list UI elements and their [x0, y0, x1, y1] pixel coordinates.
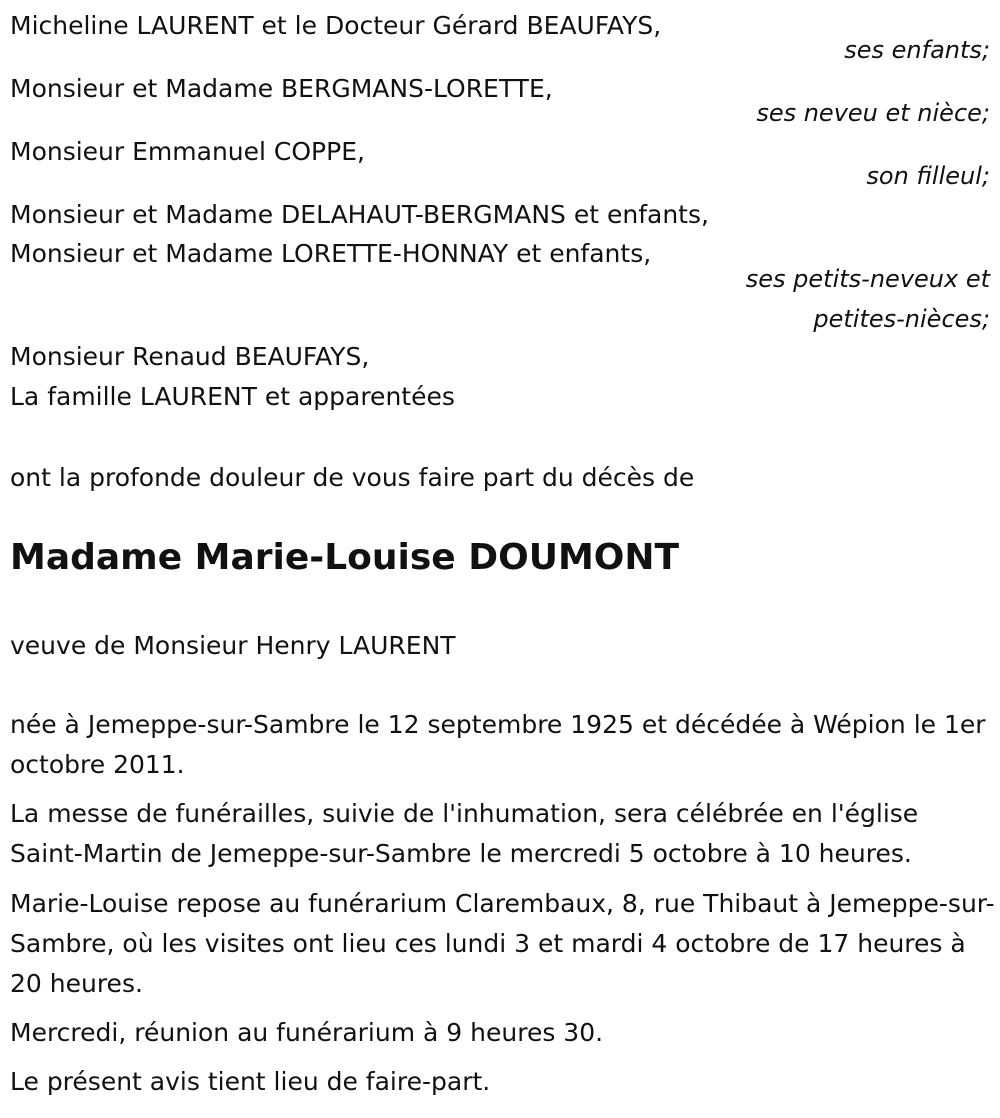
family-role-3: son filleul;	[866, 162, 990, 190]
funeral-mass-paragraph: La messe de funérailles, suivie de l'inhumation, sera célébrée en l'église Saint-Martin de Jemeppe-sur-Sambre le mercredi 5 octobre à 10 heures.	[10, 799, 919, 868]
meeting-paragraph: Mercredi, réunion au funérarium à 9 heures 30.	[10, 1018, 604, 1047]
family-line-1: Micheline LAURENT et le Docteur Gérard BEAUFAYS,	[10, 11, 662, 40]
visits-paragraph: Marie-Louise repose au funérarium Clarembaux, 8, rue Thibaut à Jemeppe-sur-Sambre, où les visites ont lieu ces lundi 3 et mardi 4 octobre de 17 heures à 20 heures.	[10, 889, 995, 998]
family-role-4a: ses petits-neveux et	[745, 265, 990, 293]
family-line-3: Monsieur Emmanuel COPPE,	[10, 137, 365, 166]
family-role-4b: petites-nièces;	[813, 305, 990, 333]
family-line-4a: Monsieur et Madame DELAHAUT-BERGMANS et enfants,	[10, 200, 709, 229]
family-line-2: Monsieur et Madame BERGMANS-LORETTE,	[10, 74, 553, 103]
birth-death-paragraph: née à Jemeppe-sur-Sambre le 12 septembre 1925 et décédée à Wépion le 1er octobre 2011.	[10, 710, 986, 779]
family-line-4b: Monsieur et Madame LORETTE-HONNAY et enfants,	[10, 239, 652, 268]
notice-paragraph: Le présent avis tient lieu de faire-part.	[10, 1067, 491, 1096]
family-role-1: ses enfants;	[844, 36, 990, 64]
deceased-spouse: veuve de Monsieur Henry LAURENT	[10, 631, 456, 660]
deceased-name: Madame Marie-Louise DOUMONT	[10, 537, 680, 578]
family-role-2: ses neveu et nièce;	[756, 99, 990, 127]
announcement-text: ont la profonde douleur de vous faire part du décès de	[10, 463, 695, 492]
family-line-5b: La famille LAURENT et apparentées	[10, 382, 455, 411]
family-line-5a: Monsieur Renaud BEAUFAYS,	[10, 342, 370, 371]
